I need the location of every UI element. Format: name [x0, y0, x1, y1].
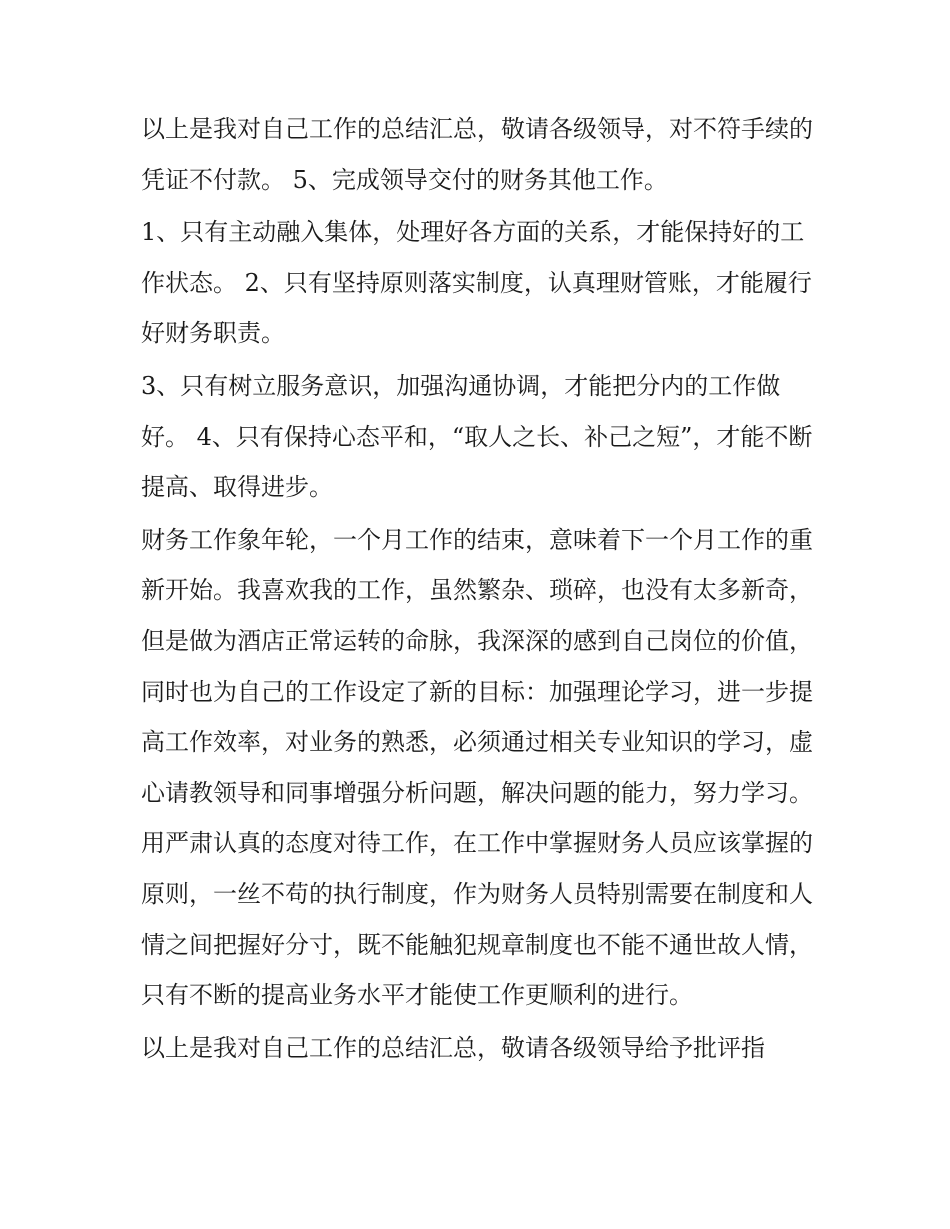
- paragraph-4: 财务工作象年轮，一个月工作的结束，意味着下一个月工作的重新开始。我喜欢我的工作，虽然繁杂、琐碎，也没有太多新奇，但是做为酒店正常运转的命脉，我深深的感到自己岗位的价值，同时也为自己的工作设定了新的目标：加强理论学习，进一步提高工作效率，对业务的熟悉，必须通过相关专业知识的学习，虚心请教领导和同事增强分析问题，解决问题的能力，努力学习。用严肃认真的态度对待工作，在工作中掌握财务人员应该掌握的原则，一丝不苟的执行制度，作为财务人员特别需要在制度和人情之间把握好分寸，既不能触犯规章制度也不能不通世故人情，只有不断的提高业务水平才能使工作更顺利的进行。: [141, 525, 813, 1010]
- paragraph-2: 1、只有主动融入集体，处理好各方面的关系，才能保持好的工作状态。 2、只有坚持原则落实制度，认真理财管账，才能履行好财务职责。: [141, 218, 812, 348]
- paragraph-3: 3、只有树立服务意识，加强沟通协调，才能把分内的工作做好。 4、只有保持心态平和，“取人之长、补己之短”，才能不断提高、取得进步。: [141, 371, 813, 502]
- document-body: [141, 104, 821, 1073]
- paragraph-5: 以上是我对自己工作的总结汇总，敬请各级领导给予批评指: [141, 1033, 765, 1062]
- paragraph-1: 以上是我对自己工作的总结汇总，敬请各级领导，对不符手续的凭证不付款。 5、完成领导交付的财务其他工作。: [141, 115, 813, 194]
